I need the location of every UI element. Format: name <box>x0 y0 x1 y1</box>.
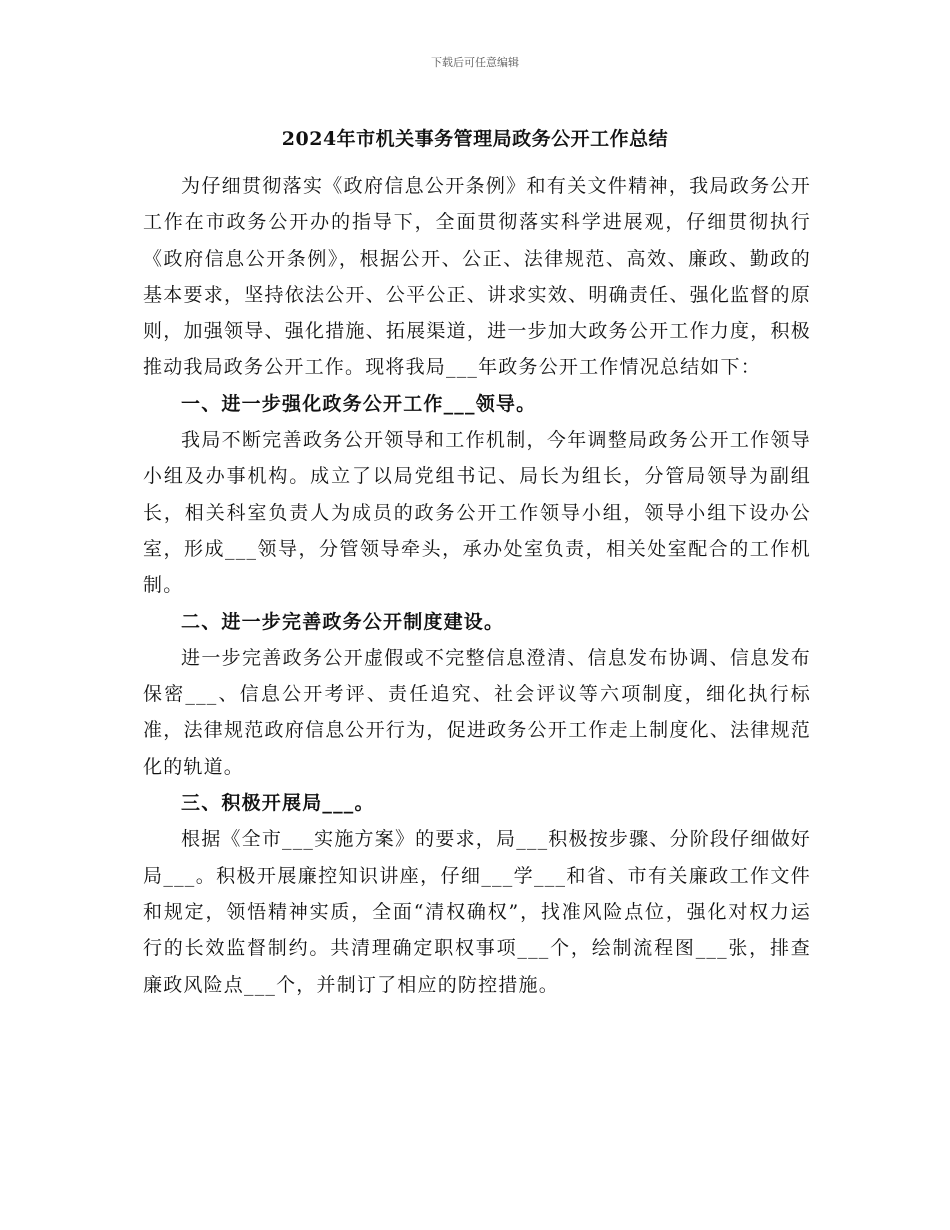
section-paragraph-2: 进一步完善政务公开虚假或不完整信息澄清、信息发布协调、信息发布保密___、信息公开考评、责任追究、社会评议等六项制度，细化执行标准，法律规范政府信息公开行为，促进政务公开工作走上制度化、法律规范化的轨道。 <box>143 646 811 778</box>
section-paragraph-3: 根据《全市___实施方案》的要求，局___积极按步骤、分阶段仔细做好局___。积极开展廉控知识讲座，仔细___学___和省、市有关廉政工作文件和规定，领悟精神实质，全面“清权确权”，找准风险点位，强化对权力运行的长效监督制约。共清理确定职权事项___个，绘制流程图___张，排查廉政风险点___个，并制订了相应的防控措施。 <box>143 828 811 996</box>
document-title: 2024年市机关事务管理局政务公开工作总结 <box>281 128 669 150</box>
section-heading-2: 二、进一步完善政务公开制度建设。 <box>181 610 505 633</box>
header-note: 下载后可任意编辑 <box>431 56 519 69</box>
section-heading-3: 三、积极开展局___。 <box>181 792 375 815</box>
section-paragraph-1: 我局不断完善政务公开领导和工作机制，今年调整局政务公开工作领导小组及办事机构。成立了以局党组书记、局长为组长，分管局领导为副组长，相关科室负责人为成员的政务公开工作领导小组，领导小组下设办公室，形成___领导，分管领导牵头，承办处室负责，相关处室配合的工作机制。 <box>143 429 811 597</box>
intro-paragraph: 为仔细贯彻落实《政府信息公开条例》和有关文件精神，我局政务公开工作在市政务公开办的指导下，全面贯彻落实科学进展观，仔细贯彻执行《政府信息公开条例》，根据公开、公正、法律规范、高效、廉政、勤政的基本要求，坚持依法公开、公平公正、讲求实效、明确责任、强化监督的原则，加强领导、强化措施、拓展渠道，进一步加大政务公开工作力度，积极推动我局政务公开工作。现将我局___年政务公开工作情况总结如下： <box>143 175 811 379</box>
document-body <box>143 168 811 1003</box>
section-heading-1: 一、进一步强化政务公开工作___领导。 <box>181 392 537 415</box>
